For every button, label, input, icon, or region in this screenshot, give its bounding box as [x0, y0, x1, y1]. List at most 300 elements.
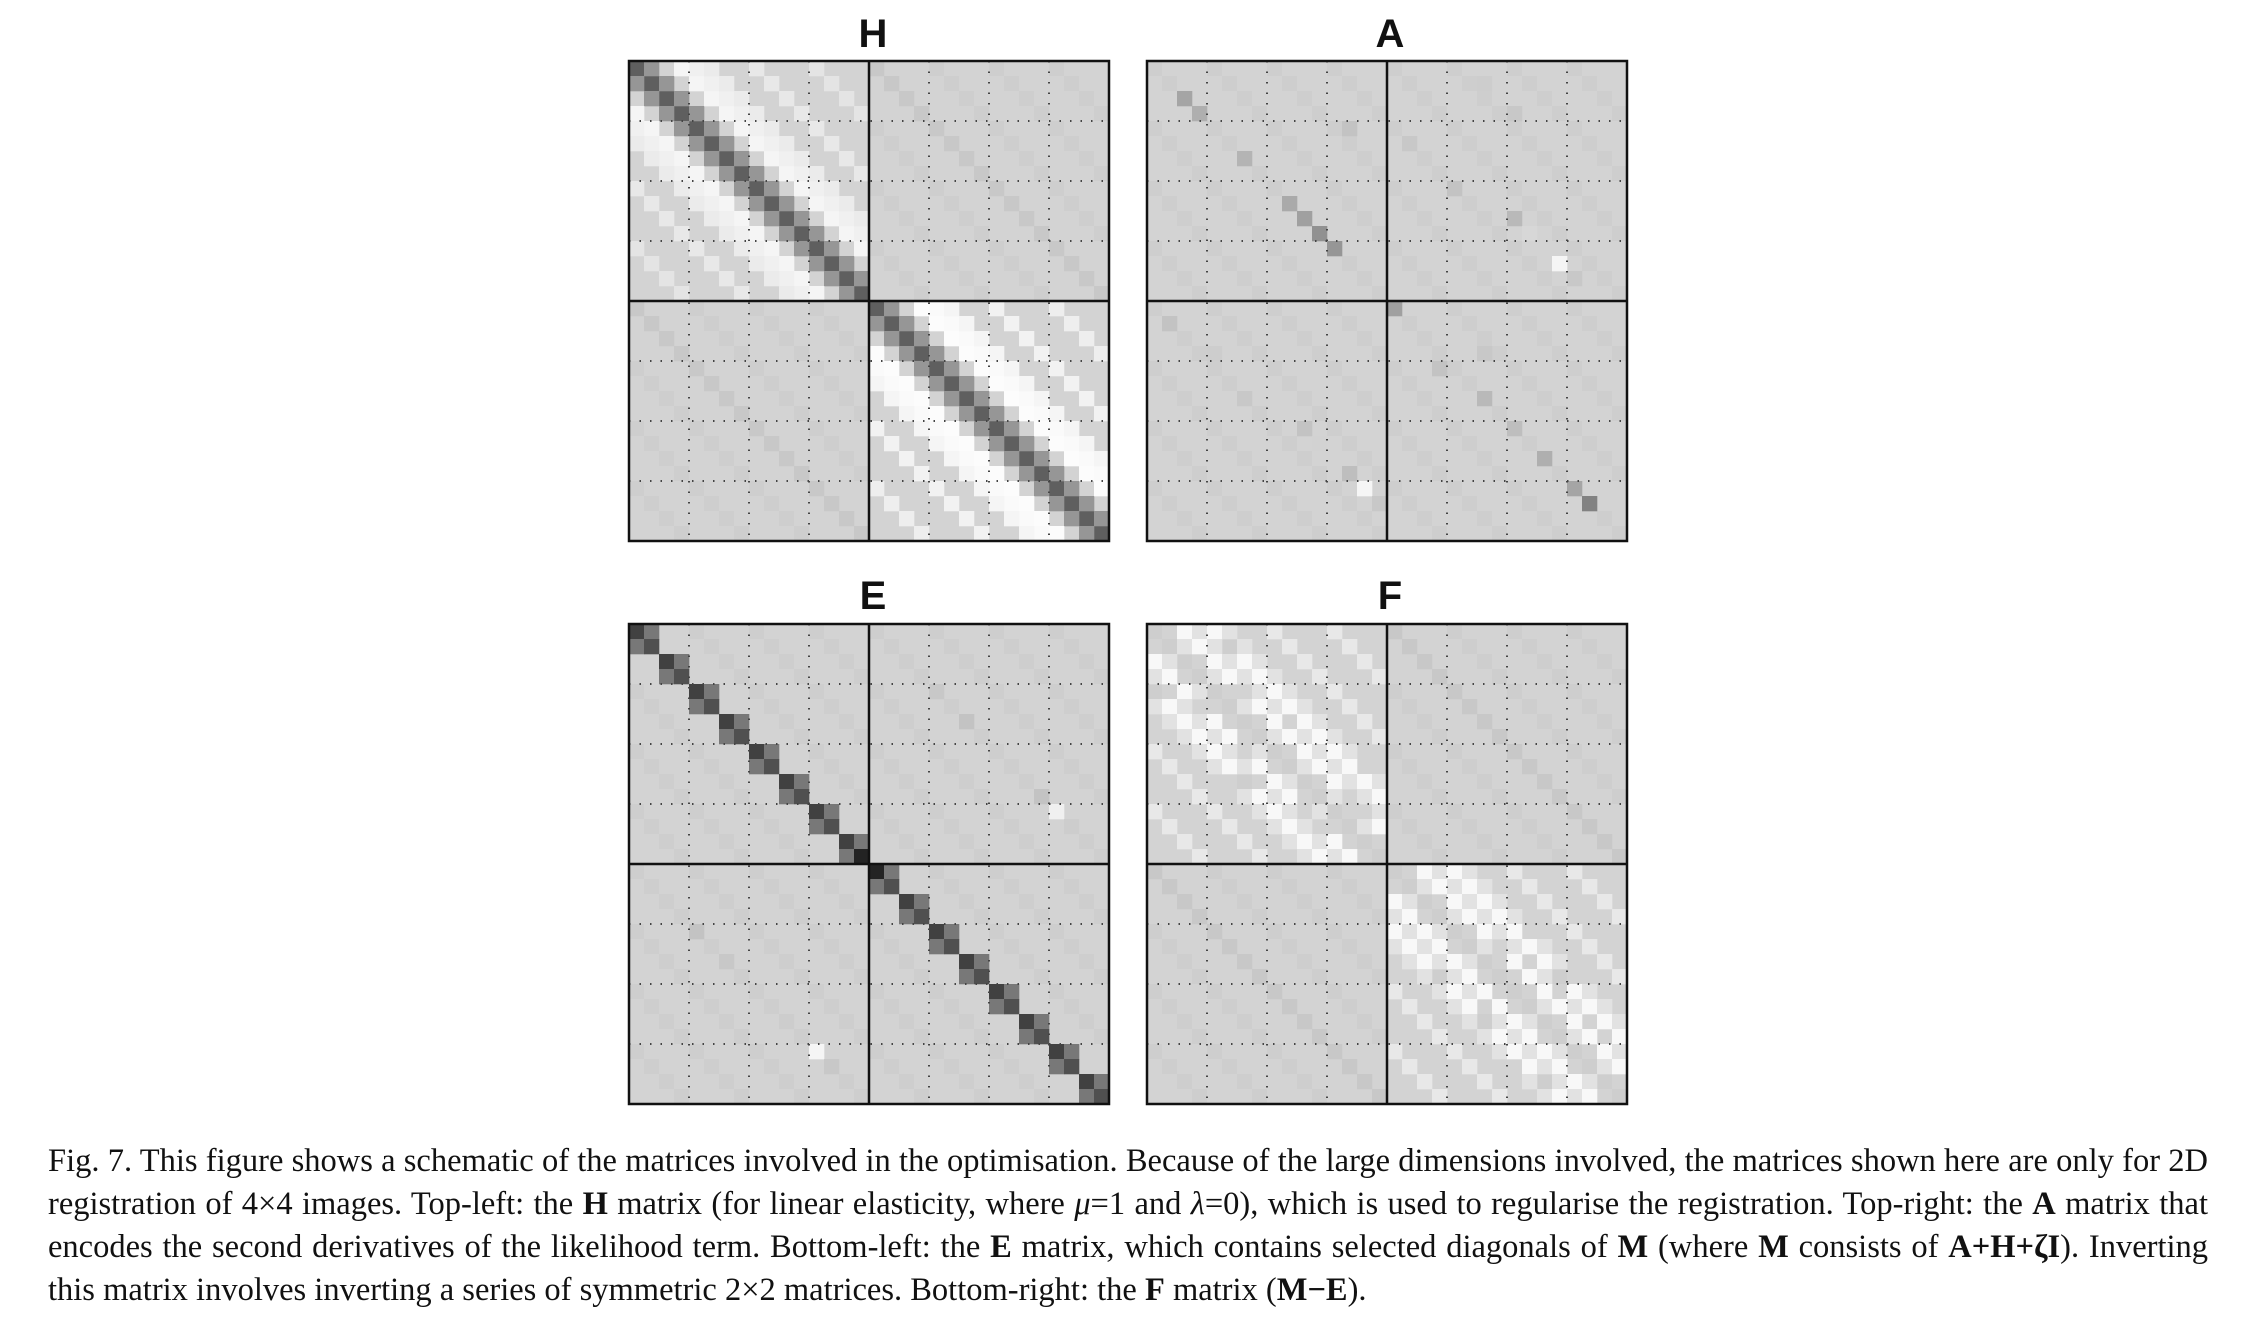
- matrix-cell: [704, 699, 719, 714]
- matrix-cell: [1312, 669, 1327, 684]
- matrix-cell: [1567, 301, 1582, 316]
- matrix-cell: [1049, 864, 1064, 879]
- matrix-cell: [1237, 759, 1252, 774]
- matrix-cell: [1252, 286, 1267, 301]
- matrix-cell: [1507, 1044, 1522, 1059]
- matrix-cell: [1237, 774, 1252, 789]
- matrix-cell: [914, 526, 929, 541]
- matrix-cell: [974, 669, 989, 684]
- matrix-cell: [734, 211, 749, 226]
- matrix-cell: [1079, 954, 1094, 969]
- matrix-cell: [824, 436, 839, 451]
- matrix-cell: [974, 526, 989, 541]
- matrix-cell: [914, 406, 929, 421]
- matrix-cell: [719, 166, 734, 181]
- matrix-cell: [644, 136, 659, 151]
- matrix-cell: [1387, 864, 1402, 879]
- matrix-cell: [1447, 864, 1462, 879]
- matrix-cell: [1552, 789, 1567, 804]
- matrix-cell: [929, 421, 944, 436]
- matrix-cell: [749, 1044, 764, 1059]
- matrix-cell: [1034, 1029, 1049, 1044]
- matrix-cell: [704, 151, 719, 166]
- matrix-cell: [989, 376, 1004, 391]
- matrix-cell: [914, 301, 929, 316]
- matrix-cell: [1387, 1044, 1402, 1059]
- matrix-cell: [974, 466, 989, 481]
- matrix-cell: [914, 729, 929, 744]
- matrix-cell: [854, 466, 869, 481]
- matrix-cell: [1537, 1074, 1552, 1089]
- matrix-cell: [1507, 984, 1522, 999]
- matrix-cell: [1267, 61, 1282, 76]
- matrix-cell: [929, 481, 944, 496]
- matrix-cell: [854, 241, 869, 256]
- matrix-cell: [689, 744, 704, 759]
- matrix-cell: [1582, 76, 1597, 91]
- matrix-cell: [1462, 969, 1477, 984]
- matrix-cell: [809, 301, 824, 316]
- matrix-cell: [1019, 451, 1034, 466]
- matrix-cell: [1432, 984, 1447, 999]
- matrix-cell: [1049, 684, 1064, 699]
- matrix-cell: [1522, 226, 1537, 241]
- matrix-cell: [1552, 1074, 1567, 1089]
- matrix-cell: [704, 819, 719, 834]
- matrix-cell: [1582, 759, 1597, 774]
- matrix-cell: [689, 241, 704, 256]
- matrix-cell: [1282, 939, 1297, 954]
- matrix-cell: [1297, 849, 1312, 864]
- matrix-cell: [734, 714, 749, 729]
- matrix-cell: [1004, 421, 1019, 436]
- matrix-cell: [1582, 819, 1597, 834]
- matrix-cell: [914, 1089, 929, 1104]
- matrix-cell: [719, 451, 734, 466]
- matrix-cell: [989, 61, 1004, 76]
- matrix-cell: [1147, 804, 1162, 819]
- matrix-cell: [1237, 451, 1252, 466]
- matrix-cell: [734, 151, 749, 166]
- matrix-cell: [1597, 331, 1612, 346]
- matrix-cell: [1507, 804, 1522, 819]
- matrix-cell: [1492, 526, 1507, 541]
- matrix-cell: [1207, 669, 1222, 684]
- matrix-cell: [959, 406, 974, 421]
- matrix-cell: [659, 511, 674, 526]
- matrix-cell: [764, 196, 779, 211]
- matrix-cell: [629, 744, 644, 759]
- matrix-cell: [989, 181, 1004, 196]
- matrix-cell: [1402, 136, 1417, 151]
- matrix-cell: [1447, 241, 1462, 256]
- matrix-cell: [1342, 999, 1357, 1014]
- figure-caption: [48, 1140, 2208, 1312]
- matrix-cell: [1019, 1074, 1034, 1089]
- matrix-cell: [1222, 654, 1237, 669]
- matrix-cell: [1612, 406, 1627, 421]
- matrix-cell: [689, 361, 704, 376]
- matrix-cell: [674, 1089, 689, 1104]
- matrix-cell: [704, 316, 719, 331]
- matrix-cell: [779, 271, 794, 286]
- matrix-cell: [1267, 624, 1282, 639]
- matrix-cell: [854, 834, 869, 849]
- matrix-cell: [659, 91, 674, 106]
- matrix-cell: [1049, 984, 1064, 999]
- matrix-cell: [1417, 211, 1432, 226]
- matrix-cell: [809, 864, 824, 879]
- matrix-cell: [1567, 121, 1582, 136]
- matrix-cell: [1252, 804, 1267, 819]
- matrix-cell: [689, 624, 704, 639]
- matrix-cell: [1079, 526, 1094, 541]
- matrix-cell: [1064, 819, 1079, 834]
- matrix-cell: [809, 744, 824, 759]
- matrix-cell: [944, 436, 959, 451]
- matrix-cell: [1079, 436, 1094, 451]
- matrix-cell: [749, 624, 764, 639]
- matrix-cell: [749, 301, 764, 316]
- matrix-cell: [1252, 1089, 1267, 1104]
- matrix-cell: [1267, 744, 1282, 759]
- matrix-cell: [1049, 481, 1064, 496]
- matrix-cell: [1552, 1044, 1567, 1059]
- matrix-cell: [1387, 924, 1402, 939]
- matrix-cell: [1567, 271, 1582, 286]
- caption-symbol: λ: [1190, 1186, 1205, 1222]
- matrix-cell: [704, 436, 719, 451]
- matrix-cell: [1537, 1089, 1552, 1104]
- matrix-cell: [959, 894, 974, 909]
- matrix-cell: [1552, 969, 1567, 984]
- matrix-cell: [1507, 744, 1522, 759]
- matrix-cell: [1417, 924, 1432, 939]
- matrix-cell: [884, 301, 899, 316]
- matrix-cell: [1192, 526, 1207, 541]
- matrix-cell: [1567, 999, 1582, 1014]
- matrix-cell: [899, 1014, 914, 1029]
- matrix-cell: [1387, 181, 1402, 196]
- matrix-cell: [1492, 106, 1507, 121]
- matrix-cell: [1342, 76, 1357, 91]
- matrix-cell: [1447, 804, 1462, 819]
- matrix-cell: [1207, 714, 1222, 729]
- matrix-cell: [1507, 481, 1522, 496]
- matrix-cell: [1342, 879, 1357, 894]
- matrix-cell: [1094, 789, 1109, 804]
- matrix-cell: [899, 376, 914, 391]
- matrix-cell: [884, 256, 899, 271]
- matrix-cell: [824, 196, 839, 211]
- caption-symbol: μ: [1074, 1186, 1091, 1222]
- matrix-cell: [1207, 61, 1222, 76]
- matrix-cell: [1237, 391, 1252, 406]
- matrix-cell: [989, 684, 1004, 699]
- matrix-cell: [1357, 834, 1372, 849]
- matrix-cell: [1477, 714, 1492, 729]
- matrix-cell: [1537, 1059, 1552, 1074]
- matrix-cell: [959, 511, 974, 526]
- matrix-cell: [899, 151, 914, 166]
- matrix-cell: [1522, 196, 1537, 211]
- matrix-cell: [1267, 669, 1282, 684]
- matrix-cell: [1267, 699, 1282, 714]
- matrix-cell: [749, 241, 764, 256]
- matrix-cell: [1432, 406, 1447, 421]
- matrix-cell: [1297, 729, 1312, 744]
- matrix-cell: [959, 654, 974, 669]
- matrix-cell: [1507, 624, 1522, 639]
- matrix-cell: [1207, 121, 1222, 136]
- matrix-cell: [854, 271, 869, 286]
- matrix-cell: [1079, 466, 1094, 481]
- matrix-cell: [674, 789, 689, 804]
- matrix-cell: [1297, 759, 1312, 774]
- matrix-cell: [1357, 271, 1372, 286]
- matrix-cell: [1192, 849, 1207, 864]
- matrix-cell: [1477, 331, 1492, 346]
- matrix-cell: [1327, 684, 1342, 699]
- matrix-cell: [1177, 1074, 1192, 1089]
- matrix-cell: [839, 954, 854, 969]
- matrix-cell: [1552, 729, 1567, 744]
- matrix-cell: [839, 511, 854, 526]
- matrix-cell: [1237, 271, 1252, 286]
- matrix-cell: [764, 211, 779, 226]
- matrix-cell: [1372, 849, 1387, 864]
- matrix-cell: [839, 271, 854, 286]
- matrix-cell: [1147, 864, 1162, 879]
- matrix-cell: [1327, 864, 1342, 879]
- matrix-cell: [1019, 774, 1034, 789]
- matrix-cell: [1094, 106, 1109, 121]
- matrix-cell: [929, 241, 944, 256]
- matrix-cell: [1079, 91, 1094, 106]
- matrix-cell: [1034, 346, 1049, 361]
- matrix-cell: [1522, 969, 1537, 984]
- matrix-cell: [689, 699, 704, 714]
- matrix-cell: [1507, 1029, 1522, 1044]
- matrix-cell: [629, 76, 644, 91]
- matrix-cell: [1192, 106, 1207, 121]
- matrix-cell: [794, 969, 809, 984]
- matrix-cell: [1064, 316, 1079, 331]
- matrix-cell: [1177, 91, 1192, 106]
- matrix-cell: [944, 759, 959, 774]
- matrix-cell: [1327, 121, 1342, 136]
- matrix-cell: [1252, 1029, 1267, 1044]
- matrix-cell: [1004, 256, 1019, 271]
- matrix-cell: [1034, 849, 1049, 864]
- matrix-cell: [1357, 714, 1372, 729]
- matrix-cell: [629, 136, 644, 151]
- matrix-cell: [869, 61, 884, 76]
- matrix-cell: [704, 376, 719, 391]
- matrix-cell: [1477, 76, 1492, 91]
- matrix-cell: [734, 181, 749, 196]
- matrix-cell: [1177, 774, 1192, 789]
- matrix-cell: [1019, 391, 1034, 406]
- matrix-cell: [1049, 804, 1064, 819]
- matrix-cell: [1357, 789, 1372, 804]
- matrix-cell: [1237, 639, 1252, 654]
- matrix-cell: [644, 196, 659, 211]
- matrix-cell: [1447, 121, 1462, 136]
- matrix-cell: [1282, 376, 1297, 391]
- matrix-cell: [869, 346, 884, 361]
- matrix-cell: [1402, 999, 1417, 1014]
- matrix-cell: [854, 406, 869, 421]
- matrix-cell: [1477, 909, 1492, 924]
- matrix-cell: [674, 151, 689, 166]
- matrix-cell: [959, 271, 974, 286]
- matrix-cell: [959, 969, 974, 984]
- matrix-cell: [1312, 436, 1327, 451]
- matrix-cell: [1312, 286, 1327, 301]
- matrix-cell: [1402, 699, 1417, 714]
- matrix-cell: [1222, 639, 1237, 654]
- caption-text: consists of: [1788, 1229, 1949, 1265]
- matrix-cell: [959, 436, 974, 451]
- matrix-cell: [1522, 699, 1537, 714]
- matrix-cell: [1447, 969, 1462, 984]
- matrix-cell: [1207, 1044, 1222, 1059]
- matrix-cell: [1342, 496, 1357, 511]
- matrix-cell: [1282, 639, 1297, 654]
- matrix-cell: [839, 226, 854, 241]
- matrix-cell: [1222, 76, 1237, 91]
- matrix-cell: [1034, 166, 1049, 181]
- matrix-cell: [644, 639, 659, 654]
- matrix-cell: [1312, 714, 1327, 729]
- matrix-cell: [794, 526, 809, 541]
- matrix-cell: [1177, 684, 1192, 699]
- matrix-cell: [1034, 286, 1049, 301]
- matrix-cell: [899, 834, 914, 849]
- matrix-cell: [1522, 376, 1537, 391]
- matrix-cell: [734, 969, 749, 984]
- matrix-cell: [1462, 819, 1477, 834]
- matrix-cell: [914, 1029, 929, 1044]
- matrix-cell: [959, 91, 974, 106]
- matrix-cell: [719, 654, 734, 669]
- matrix-cell: [1312, 969, 1327, 984]
- matrix-cell: [1252, 466, 1267, 481]
- matrix-cell: [929, 684, 944, 699]
- matrix-cell: [1582, 1074, 1597, 1089]
- matrix-cell: [794, 849, 809, 864]
- matrix-cell: [1507, 61, 1522, 76]
- matrix-cell: [1342, 436, 1357, 451]
- matrix-cell: [1462, 256, 1477, 271]
- matrix-cell: [1522, 939, 1537, 954]
- matrix-cell: [1064, 759, 1079, 774]
- matrix-cell: [869, 421, 884, 436]
- matrix-cell: [1342, 639, 1357, 654]
- matrix-cell: [749, 166, 764, 181]
- matrix-cell: [644, 316, 659, 331]
- matrix-cell: [1207, 346, 1222, 361]
- matrix-cell: [1064, 699, 1079, 714]
- matrix-cell: [914, 669, 929, 684]
- matrix-cell: [1207, 864, 1222, 879]
- matrix-cell: [1402, 1059, 1417, 1074]
- matrix-cell: [839, 834, 854, 849]
- matrix-cell: [1327, 789, 1342, 804]
- matrix-cell: [1267, 774, 1282, 789]
- matrix-cell: [1064, 939, 1079, 954]
- matrix-cell: [1462, 954, 1477, 969]
- matrix-cell: [1477, 1074, 1492, 1089]
- matrix-cell: [854, 969, 869, 984]
- matrix-cell: [839, 654, 854, 669]
- matrix-cell: [899, 714, 914, 729]
- matrix-cell: [929, 804, 944, 819]
- matrix-cell: [719, 1014, 734, 1029]
- matrix-cell: [974, 969, 989, 984]
- matrix-cell: [1267, 181, 1282, 196]
- matrix-cell: [674, 669, 689, 684]
- matrix-cell: [764, 181, 779, 196]
- matrix-cell: [974, 286, 989, 301]
- matrix-cell: [674, 1029, 689, 1044]
- matrix-cell: [1192, 346, 1207, 361]
- matrix-cell: [1387, 984, 1402, 999]
- matrix-cell: [1432, 879, 1447, 894]
- matrix-cell: [659, 391, 674, 406]
- matrix-cell: [1492, 894, 1507, 909]
- matrix-cell: [1049, 1059, 1064, 1074]
- matrix-cell: [1034, 511, 1049, 526]
- matrix-cell: [1342, 466, 1357, 481]
- matrix-cell: [1177, 391, 1192, 406]
- matrix-cell: [1567, 1074, 1582, 1089]
- matrix-cell: [944, 76, 959, 91]
- matrix-cell: [1049, 361, 1064, 376]
- matrix-cell: [1432, 226, 1447, 241]
- matrix-cell: [689, 121, 704, 136]
- matrix-cell: [1327, 481, 1342, 496]
- matrix-cell: [824, 879, 839, 894]
- matrix-cell: [1432, 1029, 1447, 1044]
- matrix-cell: [659, 136, 674, 151]
- matrix-cell: [779, 451, 794, 466]
- matrix-cell: [854, 526, 869, 541]
- matrix-cell: [884, 76, 899, 91]
- matrix-cell: [1162, 136, 1177, 151]
- matrix-cell: [1282, 819, 1297, 834]
- matrix-cell: [944, 939, 959, 954]
- matrix-cell: [1049, 526, 1064, 541]
- matrix-cell: [1537, 654, 1552, 669]
- matrix-cell: [1612, 1014, 1627, 1029]
- matrix-cell: [959, 466, 974, 481]
- matrix-cell: [674, 849, 689, 864]
- matrix-cell: [1477, 1014, 1492, 1029]
- matrix-cell: [854, 1089, 869, 1104]
- matrix-cell: [1432, 729, 1447, 744]
- caption-text: =1 and: [1090, 1186, 1191, 1222]
- matrix-cell: [1507, 361, 1522, 376]
- matrix-cell: [944, 316, 959, 331]
- matrix-cell: [1162, 256, 1177, 271]
- matrix-cell: [1282, 316, 1297, 331]
- matrix-cell: [749, 121, 764, 136]
- matrix-cell: [719, 391, 734, 406]
- matrix-cell: [929, 301, 944, 316]
- matrix-cell: [1064, 1044, 1079, 1059]
